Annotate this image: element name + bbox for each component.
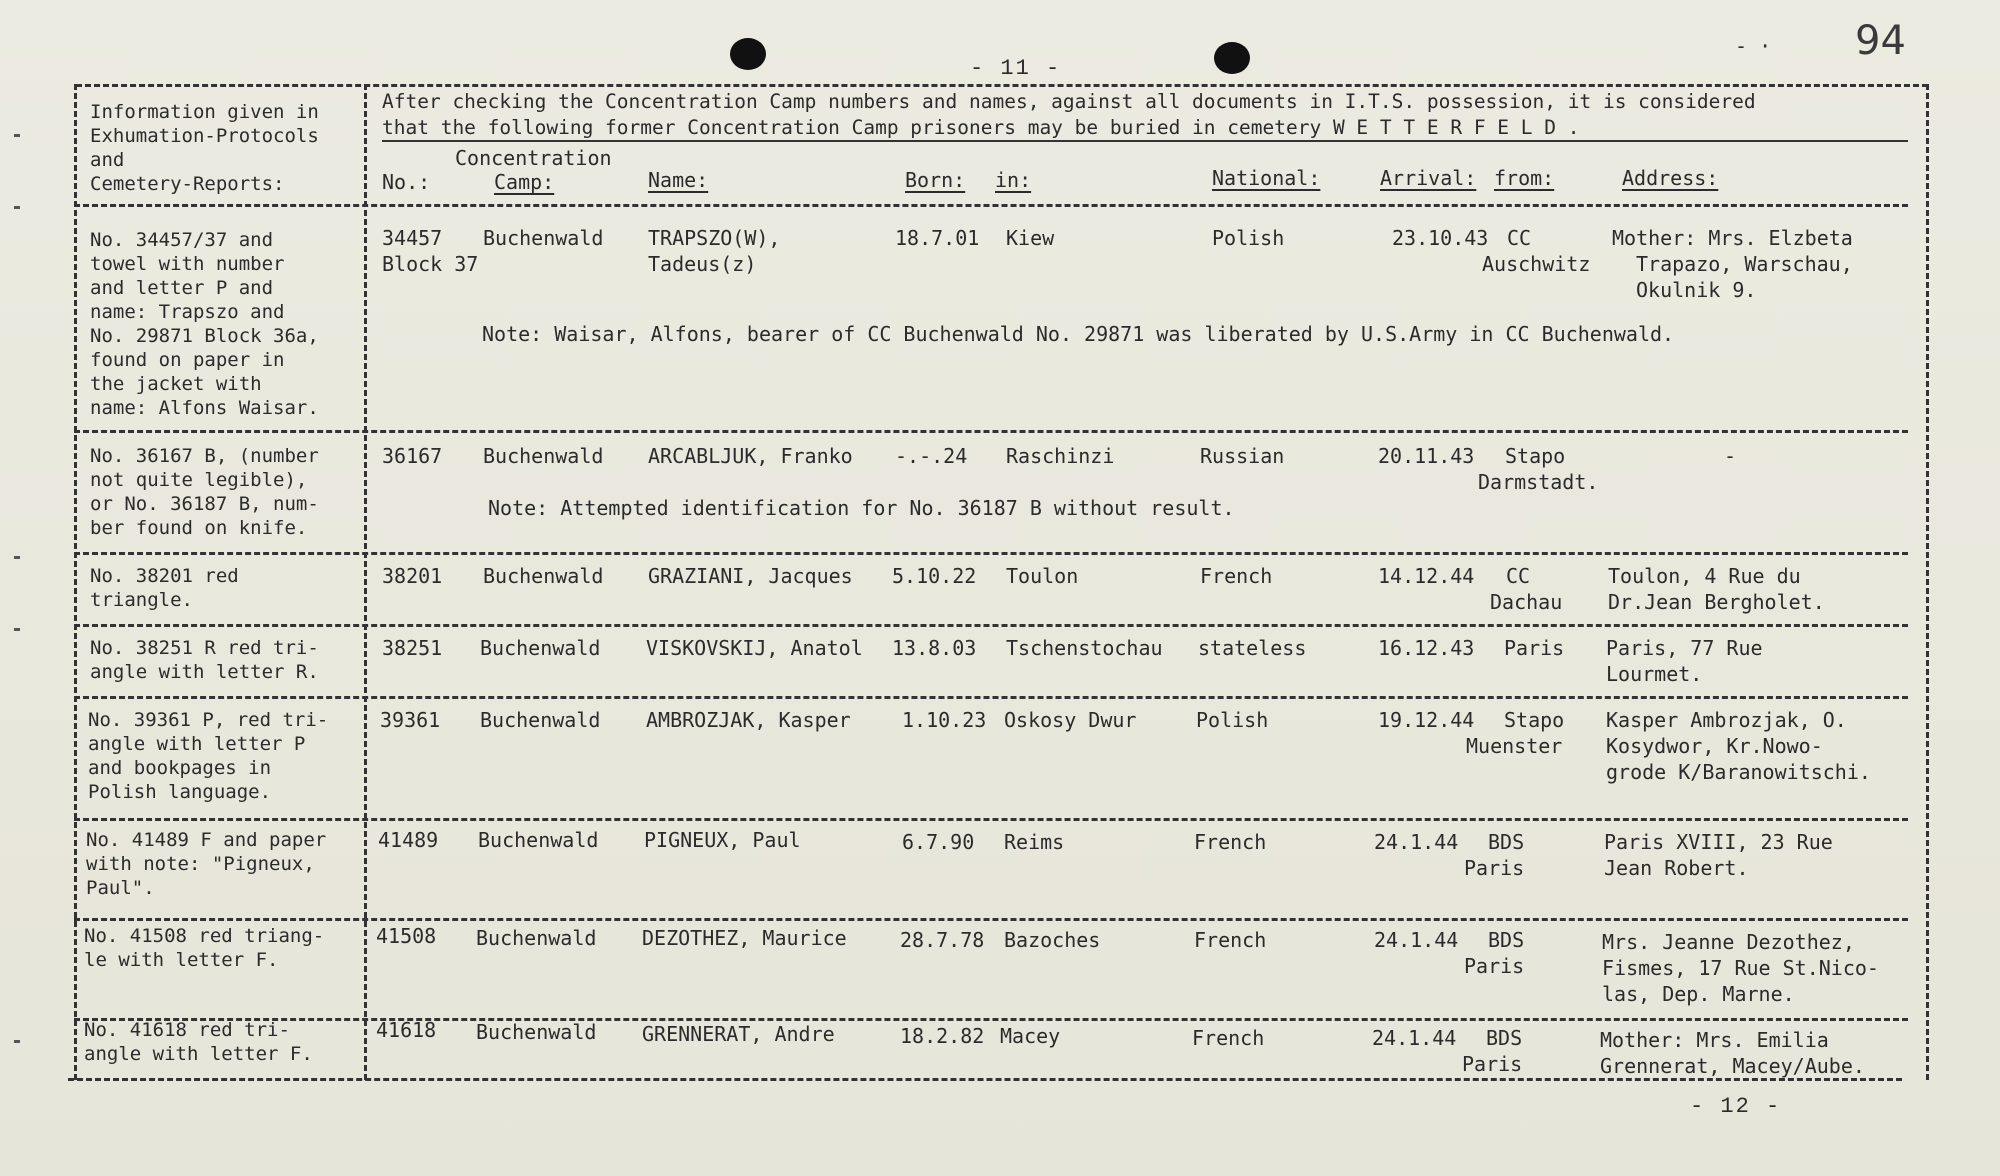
row-4-camp: Buchenwald xyxy=(480,636,601,660)
row-7-from-2: Paris xyxy=(1464,954,1525,978)
row-3-camp: Buchenwald xyxy=(483,564,604,588)
frame-bottom xyxy=(68,1078,1902,1081)
row-divider xyxy=(74,1018,1908,1021)
row-4-born: 13.8.03 xyxy=(892,636,977,660)
col-header-no: No.: xyxy=(382,170,431,194)
row-6-address-2: Jean Robert. xyxy=(1604,856,1749,880)
row-1-address: Mother: Mrs. Elzbeta xyxy=(1612,226,1853,250)
row-5-name: AMBROZJAK, Kasper xyxy=(646,708,851,732)
row-8-name: GRENNERAT, Andre xyxy=(642,1022,835,1046)
row-5-address: Kasper Ambrozjak, O. xyxy=(1606,708,1847,732)
row-divider xyxy=(74,430,1908,433)
row-4-address-2: Lourmet. xyxy=(1606,662,1703,686)
row-6-address: Paris XVIII, 23 Rue xyxy=(1604,830,1833,854)
row-2-name: ARCABLJUK, Franko xyxy=(648,444,853,468)
row-5-address-2: Kosydwor, Kr.Nowo- xyxy=(1606,734,1823,758)
row-1-address-2: Trapazo, Warschau, xyxy=(1636,252,1853,276)
frame-right xyxy=(1926,84,1929,1080)
row-1-name-2: Tadeus(z) xyxy=(648,252,757,276)
row-4-address: Paris, 77 Rue xyxy=(1606,636,1763,660)
col-header-camp-top: Concentration xyxy=(455,146,612,170)
row-2-national: Russian xyxy=(1200,444,1285,468)
row-4-national: stateless xyxy=(1198,636,1307,660)
row-1-arrival: 23.10.43 xyxy=(1392,226,1489,250)
row-7-evidence: No. 41508 red triang- le with letter F. xyxy=(84,925,325,971)
row-3-born: 5.10.22 xyxy=(892,564,977,588)
row-7-arrival: 24.1.44 xyxy=(1374,928,1459,952)
punch-hole-left xyxy=(730,38,766,70)
row-2-arrival: 20.11.43 xyxy=(1378,444,1475,468)
row-5-national: Polish xyxy=(1196,708,1269,732)
row-7-from: BDS xyxy=(1488,928,1525,952)
margin-mark xyxy=(14,206,20,209)
row-7-camp: Buchenwald xyxy=(476,926,597,950)
row-7-national: French xyxy=(1194,928,1267,952)
row-divider xyxy=(74,918,1908,921)
col-header-name: Name: xyxy=(648,168,709,192)
column-divider xyxy=(364,84,367,1080)
row-3-from: CC xyxy=(1506,564,1531,588)
row-1-from-2: Auschwitz xyxy=(1482,252,1591,276)
row-5-no: 39361 xyxy=(380,708,441,732)
row-7-born-in: Bazoches xyxy=(1004,928,1101,952)
row-3-no: 38201 xyxy=(382,564,443,588)
header-left-label: Information given in Exhumation-Protocols and Cemetery-Reports: xyxy=(90,101,319,195)
row-3-name: GRAZIANI, Jacques xyxy=(648,564,853,588)
header-divider xyxy=(74,204,1908,207)
row-6-national: French xyxy=(1194,830,1267,854)
row-8-national: French xyxy=(1192,1026,1265,1050)
row-1-name: TRAPSZO(W), xyxy=(648,226,781,250)
row-2-born: -.-.24 xyxy=(895,444,968,468)
col-header-national: National: xyxy=(1212,166,1321,190)
row-8-no: 41618 xyxy=(376,1018,437,1042)
margin-mark xyxy=(14,1040,20,1043)
row-6-evidence: No. 41489 F and paper with note: "Pigneux, Paul". xyxy=(86,829,327,899)
row-6-from-2: Paris xyxy=(1464,856,1525,880)
row-5-born: 1.10.23 xyxy=(902,708,987,732)
row-7-address: Mrs. Jeanne Dezothez, xyxy=(1602,930,1855,954)
row-8-camp: Buchenwald xyxy=(476,1020,597,1044)
folio-mark: - · xyxy=(1735,34,1772,58)
row-4-arrival: 16.12.43 xyxy=(1378,636,1475,660)
row-5-camp: Buchenwald xyxy=(480,708,601,732)
row-1-born-in: Kiew xyxy=(1006,226,1055,250)
punch-hole-right xyxy=(1214,42,1250,74)
row-2-note: Note: Attempted identification for No. 36187 B without result. xyxy=(488,496,1235,520)
row-3-evidence: No. 38201 red triangle. xyxy=(90,565,239,611)
row-7-no: 41508 xyxy=(376,924,437,948)
row-3-from-2: Dachau xyxy=(1490,590,1563,614)
row-4-from: Paris xyxy=(1504,636,1565,660)
row-divider xyxy=(74,818,1908,821)
row-4-born-in: Tschenstochau xyxy=(1006,636,1163,660)
row-5-from: Stapo xyxy=(1504,708,1565,732)
frame-top xyxy=(76,84,1928,87)
row-6-camp: Buchenwald xyxy=(478,828,599,852)
frame-left xyxy=(74,84,77,1080)
row-7-address-2: Fismes, 17 Rue St.Nico- xyxy=(1602,956,1879,980)
col-header-address: Address: xyxy=(1622,166,1719,190)
row-8-evidence: No. 41618 red tri- angle with letter F. xyxy=(84,1019,313,1065)
row-8-born-in: Macey xyxy=(1000,1024,1061,1048)
row-3-arrival: 14.12.44 xyxy=(1378,564,1475,588)
row-2-born-in: Raschinzi xyxy=(1006,444,1115,468)
row-3-national: French xyxy=(1200,564,1273,588)
row-8-address: Mother: Mrs. Emilia xyxy=(1600,1028,1829,1052)
row-7-name: DEZOTHEZ, Maurice xyxy=(642,926,847,950)
row-1-born: 18.7.01 xyxy=(895,226,980,250)
row-1-address-3: Okulnik 9. xyxy=(1636,278,1757,302)
row-5-born-in: Oskosy Dwur xyxy=(1004,708,1137,732)
row-3-born-in: Toulon xyxy=(1006,564,1079,588)
row-2-evidence: No. 36167 B, (number not quite legible), or No. 36187 B, num- ber found on knife. xyxy=(90,445,319,539)
row-7-born: 28.7.78 xyxy=(900,928,985,952)
row-2-from: Stapo xyxy=(1505,444,1566,468)
row-8-from: BDS xyxy=(1486,1026,1523,1050)
page-number-top: - 11 - xyxy=(970,56,1062,81)
row-5-arrival: 19.12.44 xyxy=(1378,708,1475,732)
row-2-address: - xyxy=(1724,444,1737,468)
col-header-camp: Camp: xyxy=(494,170,555,194)
row-5-address-3: grode K/Baranowitschi. xyxy=(1606,760,1871,784)
row-5-from-2: Muenster xyxy=(1466,734,1563,758)
row-8-born: 18.2.82 xyxy=(900,1024,985,1048)
row-6-arrival: 24.1.44 xyxy=(1374,830,1459,854)
intro-line-1: After checking the Concentration Camp numbers and names, against all documents in I.T.S. possession, it is considered xyxy=(382,90,1756,113)
row-4-no: 38251 xyxy=(382,636,443,660)
row-divider xyxy=(74,696,1908,699)
row-8-address-2: Grennerat, Macey/Aube. xyxy=(1600,1054,1865,1078)
margin-mark xyxy=(14,556,20,559)
row-1-note: Note: Waisar, Alfons, bearer of CC Buchenwald No. 29871 was liberated by U.S.Army in CC Buchenwald. xyxy=(482,322,1675,346)
row-8-from-2: Paris xyxy=(1462,1052,1523,1076)
row-4-evidence: No. 38251 R red tri- angle with letter R. xyxy=(90,637,319,683)
folio-number: 94 xyxy=(1855,18,1906,64)
row-2-from-2: Darmstadt. xyxy=(1478,470,1599,494)
row-7-address-3: las, Dep. Marne. xyxy=(1602,982,1795,1006)
row-6-born: 6.7.90 xyxy=(902,830,975,854)
margin-mark xyxy=(14,134,20,137)
col-header-in: in: xyxy=(995,168,1032,192)
row-1-from: CC xyxy=(1507,226,1532,250)
row-1-national: Polish xyxy=(1212,226,1285,250)
col-header-arrival: Arrival: xyxy=(1380,166,1477,190)
row-2-camp: Buchenwald xyxy=(483,444,604,468)
row-8-arrival: 24.1.44 xyxy=(1372,1026,1457,1050)
col-header-born: Born: xyxy=(905,168,966,192)
row-5-evidence: No. 39361 P, red tri- angle with letter P and bookpages in Polish language. xyxy=(88,709,329,803)
intro-line-2: that the following former Concentration Camp prisoners may be buried in cemetery W E T T E R F E L D . xyxy=(382,116,1580,139)
intro-underline xyxy=(382,140,1908,142)
row-6-name: PIGNEUX, Paul xyxy=(644,828,801,852)
page-number-bottom: - 12 - xyxy=(1690,1094,1782,1119)
row-1-no: 34457 xyxy=(382,226,443,250)
row-6-born-in: Reims xyxy=(1004,830,1065,854)
col-header-from: from: xyxy=(1494,166,1555,190)
row-1-block: Block 37 xyxy=(382,252,479,276)
row-3-address-2: Dr.Jean Bergholet. xyxy=(1608,590,1825,614)
row-6-from: BDS xyxy=(1488,830,1525,854)
row-1-evidence: No. 34457/37 and towel with number and letter P and name: Trapszo and No. 29871 Block 36a, found on paper in the jacket with name: Alfons Waisar. xyxy=(90,229,319,419)
row-3-address: Toulon, 4 Rue du xyxy=(1608,564,1801,588)
row-4-name: VISKOVSKIJ, Anatol xyxy=(646,636,863,660)
row-6-no: 41489 xyxy=(378,828,439,852)
row-2-no: 36167 xyxy=(382,444,443,468)
margin-mark xyxy=(14,628,20,631)
row-divider xyxy=(74,624,1908,627)
row-divider xyxy=(74,552,1908,555)
row-1-camp: Buchenwald xyxy=(483,226,604,250)
